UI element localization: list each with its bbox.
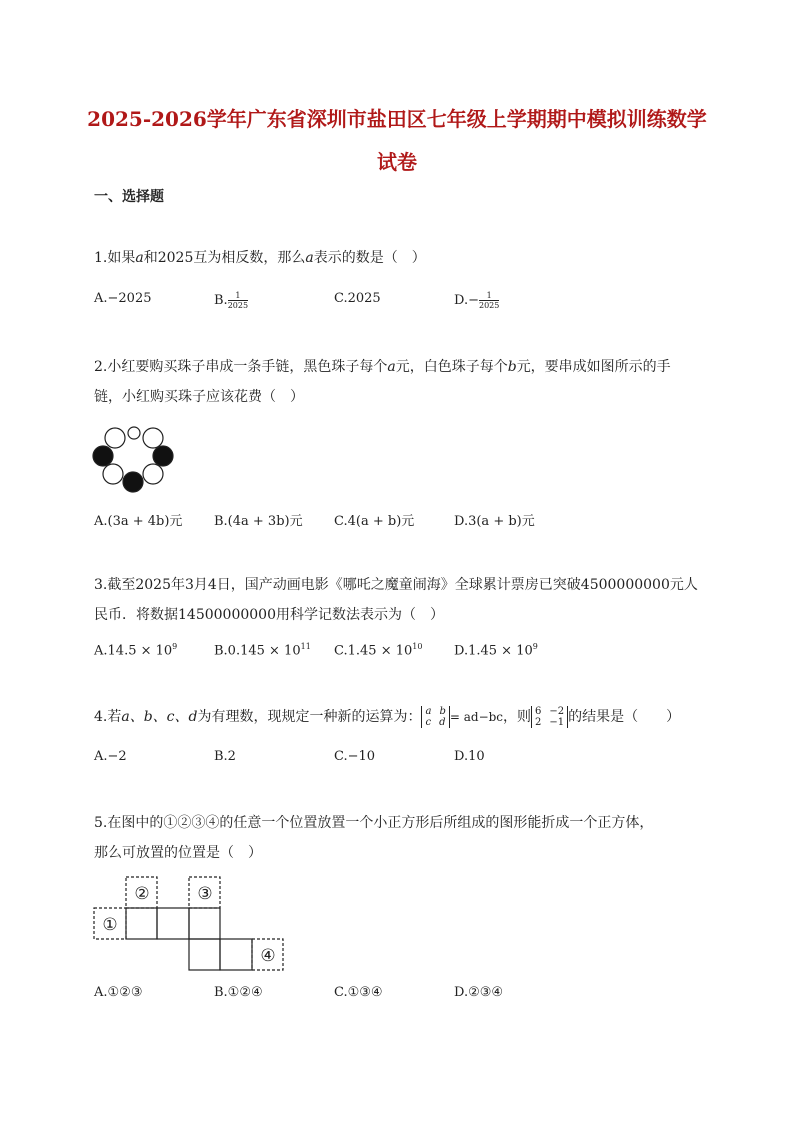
- option-exponent: 9: [172, 642, 178, 651]
- question-1: [94, 243, 704, 273]
- q3-line2: 民币．将数据14500000000用科学记数法表示为（ ）: [94, 607, 444, 623]
- slot-label: ④: [260, 946, 276, 966]
- q2-var: a: [387, 359, 396, 375]
- question-2: [94, 352, 704, 412]
- q5-option-a[interactable]: A.①②③: [94, 985, 143, 1000]
- net-square: [189, 908, 220, 939]
- q4-option-c[interactable]: C.−10: [334, 749, 376, 764]
- net-square: [220, 939, 252, 970]
- page-title-line2: 试卷: [377, 150, 417, 174]
- q1-option-c[interactable]: C.2025: [334, 291, 381, 306]
- numerator: 1: [479, 291, 499, 301]
- det-cell: −2: [549, 706, 565, 717]
- question-3: [94, 570, 704, 630]
- q1-option-a[interactable]: A.−2025: [94, 291, 152, 306]
- q2-option-d[interactable]: D.3(a + b)元: [454, 514, 535, 529]
- q3-option-a[interactable]: [94, 642, 177, 658]
- q1-text: 1.如果: [94, 250, 136, 266]
- det-cell: −1: [549, 717, 565, 728]
- q5-option-b[interactable]: B.①②④: [214, 985, 263, 1000]
- fraction: [479, 291, 499, 310]
- black-bead: [123, 472, 143, 492]
- q4-vars: a、b、c、d: [121, 709, 198, 725]
- q3-line1: 3.截至2025年3月4日，国产动画电影《哪吒之魔童闹海》全球累计票房已突破4500000000元人: [94, 577, 698, 593]
- net-square: [157, 908, 189, 939]
- det-cell: d: [439, 717, 446, 728]
- slot-label: ③: [197, 884, 213, 904]
- determinant-example: [531, 706, 568, 728]
- q5-options: [94, 985, 704, 1013]
- q2-var: b: [507, 359, 517, 375]
- q4-text: ，则: [503, 709, 532, 725]
- question-4: [94, 702, 704, 732]
- det-cell: 6: [535, 706, 542, 717]
- bracelet-diagram: [90, 420, 180, 495]
- q4-option-a[interactable]: A.−2: [94, 749, 127, 764]
- q3-option-b[interactable]: [214, 642, 311, 658]
- q2-options: [94, 510, 704, 538]
- q2-text: 2.小红要购买珠子串成一条手链，黑色珠子每个: [94, 359, 388, 375]
- option-prefix: B.: [214, 293, 228, 308]
- white-bead: [143, 428, 163, 448]
- q1-text: 表示的数是（ ）: [313, 250, 426, 266]
- q3-option-d[interactable]: [454, 642, 538, 658]
- q2-option-c[interactable]: C.4(a + b)元: [334, 514, 415, 529]
- bow-knot: [128, 427, 140, 439]
- cube-net-diagram: [92, 874, 292, 974]
- q5-line1: 5.在图中的①②③④的任意一个位置放置一个小正方形后所组成的图形能折成一个正方体，: [94, 815, 654, 831]
- net-square: [126, 908, 157, 939]
- option-exponent: 11: [300, 642, 311, 651]
- det-cell: 2: [535, 717, 542, 728]
- det-formula: = ad−bc: [449, 710, 504, 724]
- q1-var: a: [305, 250, 314, 266]
- numerator: 1: [228, 291, 248, 301]
- q4-options: [94, 749, 704, 777]
- section-heading: 一、选择题: [94, 189, 164, 205]
- white-bead: [105, 428, 125, 448]
- q1-option-b[interactable]: [214, 291, 248, 310]
- q2-option-b[interactable]: B.(4a + 3b)元: [214, 514, 303, 529]
- q3-option-c[interactable]: [334, 642, 422, 658]
- net-square: [189, 939, 220, 970]
- question-5: [94, 808, 704, 868]
- q1-text: 和2025互为相反数，那么: [143, 250, 306, 266]
- q2-line1: [94, 352, 704, 382]
- fraction: [228, 291, 248, 310]
- option-prefix: D.−: [454, 293, 479, 308]
- det-cell: b: [439, 706, 446, 717]
- q1-var: a: [135, 250, 144, 266]
- option-base: A.14.5 × 10: [94, 643, 173, 659]
- option-base: D.1.45 × 10: [454, 643, 533, 659]
- white-bead: [143, 464, 163, 484]
- q1-option-d[interactable]: [454, 291, 499, 310]
- q4-option-b[interactable]: B.2: [214, 749, 236, 764]
- q4-text: 为有理数，现规定一种新的运算为：: [197, 709, 422, 725]
- option-exponent: 9: [532, 642, 538, 651]
- determinant-definition: [421, 706, 449, 728]
- q4-text: 4.若: [94, 709, 122, 725]
- q1-options: [94, 291, 704, 319]
- slot-label: ②: [134, 884, 150, 904]
- black-bead: [93, 446, 113, 466]
- q5-option-d[interactable]: D.②③④: [454, 985, 504, 1000]
- option-base: C.1.45 × 10: [334, 643, 413, 659]
- det-cell: c: [425, 717, 432, 728]
- option-exponent: 10: [412, 642, 423, 651]
- q5-option-c[interactable]: C.①③④: [334, 985, 383, 1000]
- option-base: B.0.145 × 10: [214, 643, 301, 659]
- page-title: 2025-2026学年广东省深圳市盐田区七年级上学期期中模拟训练数学: [87, 107, 707, 131]
- q2-text: 元，白色珠子每个: [395, 359, 508, 375]
- det-cell: a: [425, 706, 432, 717]
- q4-option-d[interactable]: D.10: [454, 749, 485, 764]
- q4-text: 的结果是（ ）: [568, 709, 681, 725]
- q2-line2: 链，小红购买珠子应该花费（ ）: [94, 389, 304, 405]
- q3-options: [94, 642, 704, 670]
- white-bead: [103, 464, 123, 484]
- denominator: 2025: [227, 301, 249, 310]
- slot-label: ①: [102, 915, 118, 935]
- q2-text: 元，要串成如图所示的手: [516, 359, 671, 375]
- q5-line2: 那么可放置的位置是（ ）: [94, 845, 262, 861]
- denominator: 2025: [478, 301, 500, 310]
- black-bead: [153, 446, 173, 466]
- q2-option-a[interactable]: A.(3a + 4b)元: [94, 514, 183, 529]
